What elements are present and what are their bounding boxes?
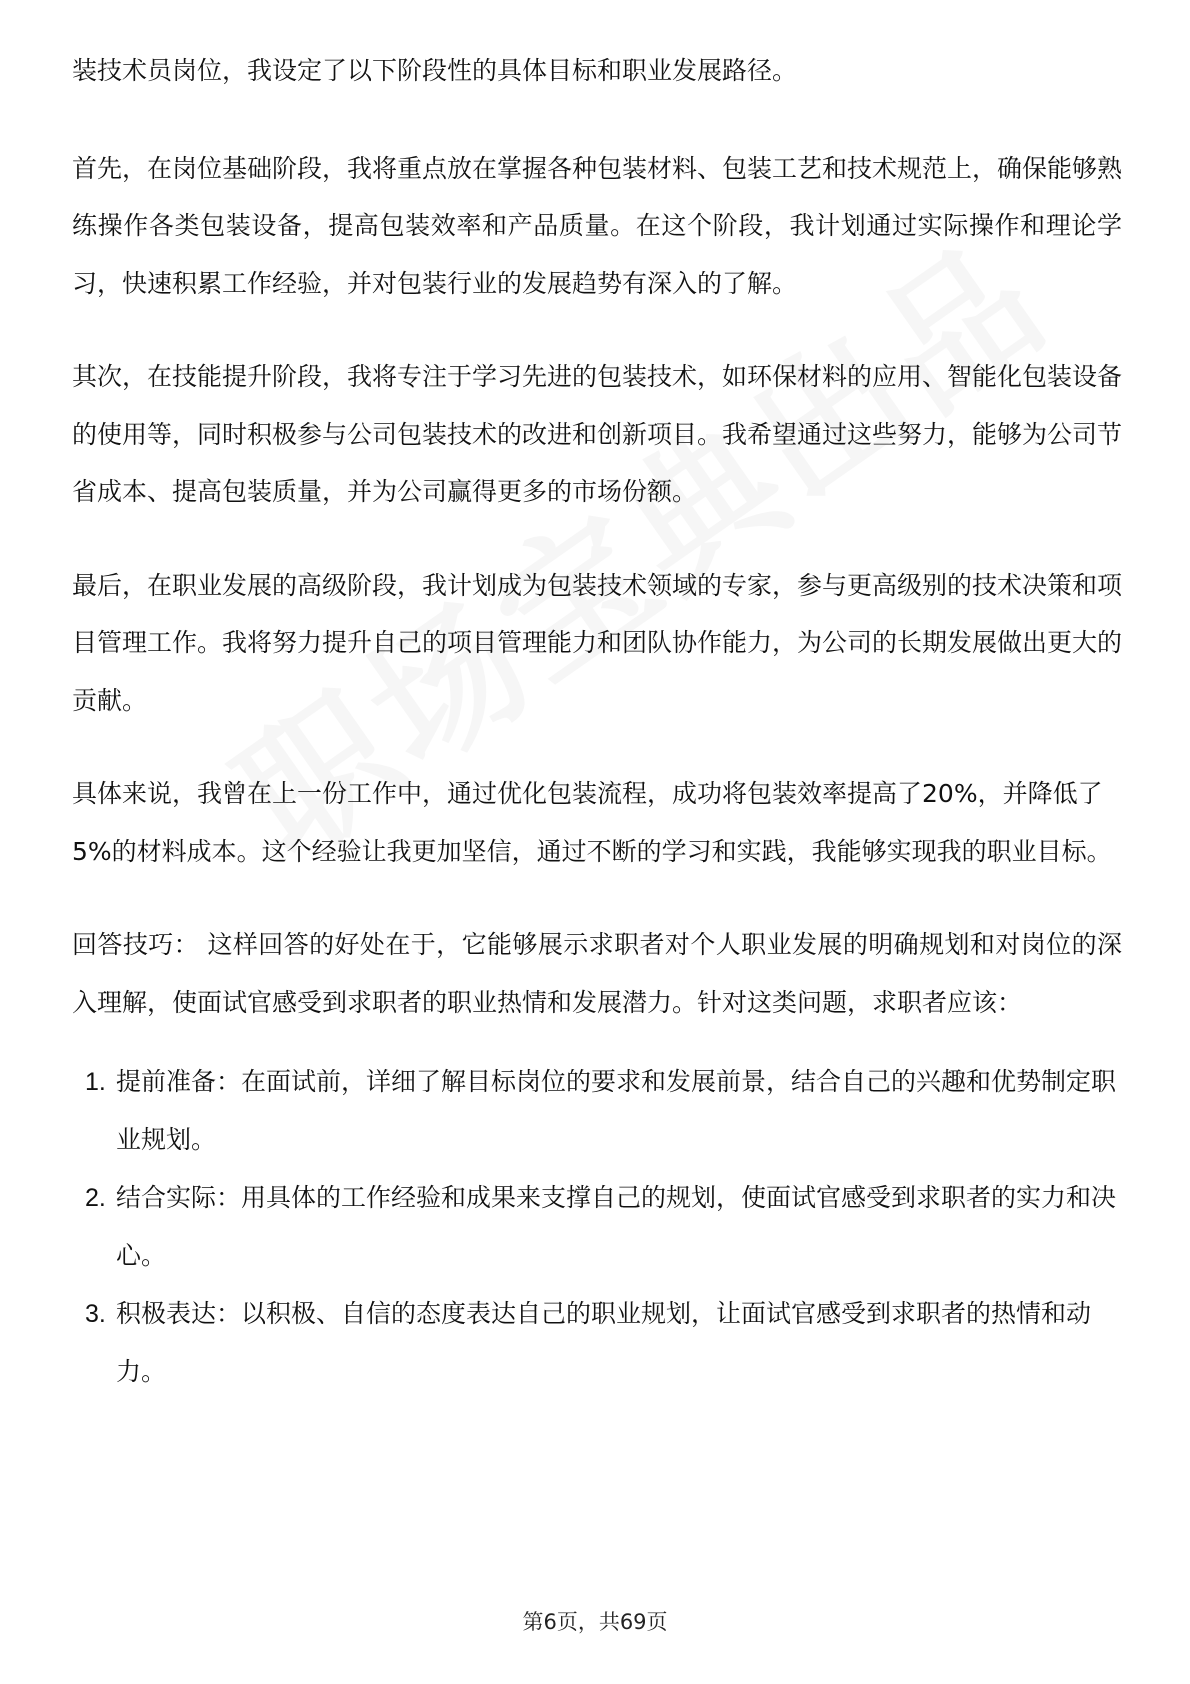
document-body (72, 42, 1122, 1401)
list-item (85, 1285, 1122, 1401)
list-number: 2. (85, 1184, 106, 1212)
paragraph-final-stage: 最后，在职业发展的高级阶段，我计划成为包装技术领域的专家，参与更高级别的技术决策和项目管理工作。我将努力提升自己的项目管理能力和团队协作能力，为公司的长期发展做出更大的贡献。 (72, 570, 1123, 715)
paragraph-intro: 装技术员岗位，我设定了以下阶段性的具体目标和职业发展路径。 (72, 56, 798, 85)
paragraph-second-stage: 其次，在技能提升阶段，我将专注于学习先进的包装技术，如环保材料的应用、智能化包装设备的使用等，同时积极参与公司包装技术的改进和创新项目。我希望通过这些努力，能够为公司节省成本、提高包装质量，并为公司赢得更多的市场份额。 (72, 362, 1123, 506)
list-item (85, 1053, 1122, 1169)
list-number: 1. (85, 1068, 106, 1096)
paragraph-answer-tips: 回答技巧： 这样回答的好处在于，它能够展示求职者对个人职业发展的明确规划和对岗位的深入理解，使面试官感受到求职者的职业热情和发展潜力。针对这类问题，求职者应该： (72, 930, 1122, 1017)
page-number: 第6页，共69页 (522, 1610, 668, 1634)
list-text: 结合实际：用具体的工作经验和成果来支撑自己的规划，使面试官感受到求职者的实力和决心。 (116, 1183, 1117, 1270)
list-item (85, 1169, 1122, 1285)
tips-list (72, 1053, 1122, 1401)
paragraph-example: 具体来说，我曾在上一份工作中，通过优化包装流程，成功将包装效率提高了20%，并降低了5%的材料成本。这个经验让我更加坚信，通过不断的学习和实践，我能够实现我的职业目标。 (72, 779, 1112, 866)
list-number: 3. (85, 1300, 106, 1328)
list-text: 积极表达：以积极、自信的态度表达自己的职业规划，让面试官感受到求职者的热情和动力。 (116, 1299, 1092, 1386)
list-text: 提前准备：在面试前，详细了解目标岗位的要求和发展前景，结合自己的兴趣和优势制定职业规划。 (116, 1067, 1117, 1154)
paragraph-first-stage: 首先，在岗位基础阶段，我将重点放在掌握各种包装材料、包装工艺和技术规范上，确保能够熟练操作各类包装设备，提高包装效率和产品质量。在这个阶段，我计划通过实际操作和理论学习，快速积累工作经验，并对包装行业的发展趋势有深入的了解。 (72, 153, 1123, 298)
